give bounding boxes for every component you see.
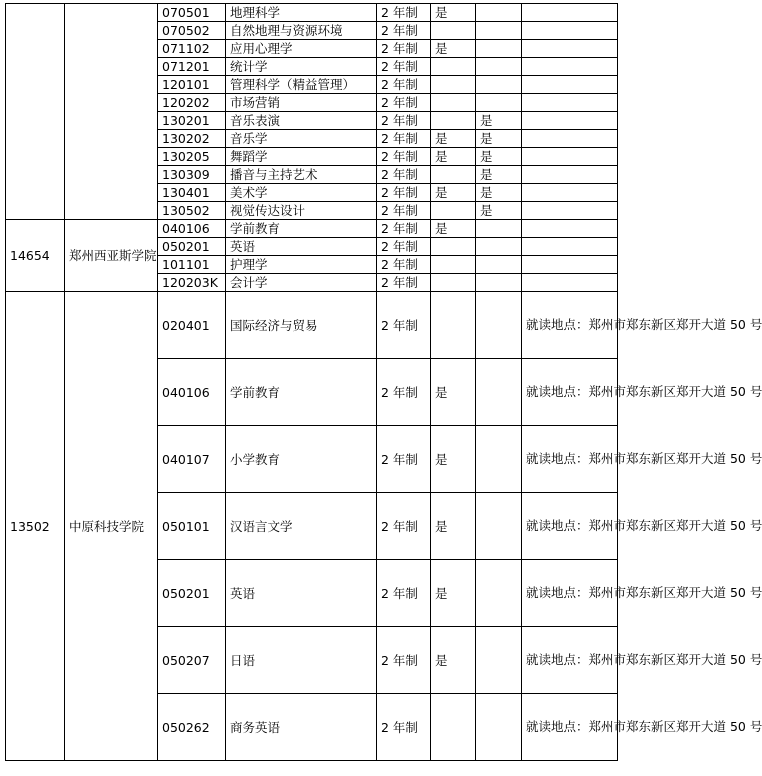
study-length-cell: 2 年制 <box>377 130 431 148</box>
flag-a-cell: 是 <box>431 359 476 426</box>
major-name-cell: 应用心理学 <box>226 40 377 58</box>
major-code-cell: 071201 <box>158 58 226 76</box>
flag-a-cell <box>431 256 476 274</box>
study-length-cell: 2 年制 <box>377 238 431 256</box>
note-cell <box>522 256 618 274</box>
note-cell <box>522 130 618 148</box>
note-cell <box>522 94 618 112</box>
flag-b-cell <box>476 22 522 40</box>
major-table-body <box>6 4 762 761</box>
note-cell <box>522 238 618 256</box>
major-code-cell: 040106 <box>158 359 226 426</box>
note-cell <box>522 22 618 40</box>
study-length-cell: 2 年制 <box>377 76 431 94</box>
study-length-cell: 2 年制 <box>377 94 431 112</box>
study-length-cell: 2 年制 <box>377 426 431 493</box>
major-code-cell: 101101 <box>158 256 226 274</box>
note-cell: 就读地点：郑州市郑东新区郑开大道 50 号 <box>522 359 618 426</box>
major-code-cell: 130401 <box>158 184 226 202</box>
study-length-cell: 2 年制 <box>377 274 431 292</box>
study-length-cell: 2 年制 <box>377 694 431 761</box>
flag-a-cell <box>431 76 476 94</box>
flag-a-cell: 是 <box>431 148 476 166</box>
flag-b-cell <box>476 274 522 292</box>
major-name-cell: 地理科学 <box>226 4 377 22</box>
major-code-cell: 070501 <box>158 4 226 22</box>
major-code-cell: 120101 <box>158 76 226 94</box>
flag-b-cell: 是 <box>476 148 522 166</box>
major-name-cell: 国际经济与贸易 <box>226 292 377 359</box>
school-code-cell: 13502 <box>6 292 65 761</box>
major-name-cell: 市场营销 <box>226 94 377 112</box>
note-cell <box>522 112 618 130</box>
flag-a-cell <box>431 694 476 761</box>
school-code-cell <box>6 4 65 220</box>
flag-a-cell <box>431 166 476 184</box>
flag-a-cell <box>431 58 476 76</box>
flag-a-cell: 是 <box>431 184 476 202</box>
flag-b-cell <box>476 238 522 256</box>
flag-b-cell <box>476 58 522 76</box>
note-cell <box>522 148 618 166</box>
major-name-cell: 视觉传达设计 <box>226 202 377 220</box>
school-name-cell: 中原科技学院 <box>65 292 158 761</box>
major-code-cell: 040106 <box>158 220 226 238</box>
study-length-cell: 2 年制 <box>377 40 431 58</box>
study-length-cell: 2 年制 <box>377 627 431 694</box>
note-cell: 就读地点：郑州市郑东新区郑开大道 50 号 <box>522 694 618 761</box>
study-length-cell: 2 年制 <box>377 493 431 560</box>
note-cell <box>522 40 618 58</box>
major-name-cell: 护理学 <box>226 256 377 274</box>
major-name-cell: 美术学 <box>226 184 377 202</box>
major-name-cell: 播音与主持艺术 <box>226 166 377 184</box>
note-cell <box>522 220 618 238</box>
flag-a-cell <box>431 22 476 40</box>
major-code-cell: 120202 <box>158 94 226 112</box>
major-code-cell: 050262 <box>158 694 226 761</box>
note-cell: 就读地点：郑州市郑东新区郑开大道 50 号 <box>522 493 618 560</box>
major-code-cell: 130201 <box>158 112 226 130</box>
table-row <box>6 4 618 22</box>
flag-b-cell <box>476 94 522 112</box>
study-length-cell: 2 年制 <box>377 359 431 426</box>
major-name-cell: 英语 <box>226 238 377 256</box>
flag-a-cell: 是 <box>431 426 476 493</box>
note-cell <box>522 184 618 202</box>
major-name-cell: 舞蹈学 <box>226 148 377 166</box>
study-length-cell: 2 年制 <box>377 256 431 274</box>
major-table <box>5 3 762 761</box>
major-name-cell: 自然地理与资源环境 <box>226 22 377 40</box>
major-code-cell: 130202 <box>158 130 226 148</box>
major-code-cell: 050207 <box>158 627 226 694</box>
study-length-cell: 2 年制 <box>377 58 431 76</box>
flag-a-cell: 是 <box>431 130 476 148</box>
major-code-cell: 130502 <box>158 202 226 220</box>
flag-b-cell <box>476 426 522 493</box>
flag-a-cell <box>431 112 476 130</box>
major-name-cell: 统计学 <box>226 58 377 76</box>
major-name-cell: 学前教育 <box>226 359 377 426</box>
flag-a-cell: 是 <box>431 40 476 58</box>
flag-a-cell <box>431 94 476 112</box>
major-name-cell: 学前教育 <box>226 220 377 238</box>
flag-b-cell <box>476 292 522 359</box>
note-cell <box>522 58 618 76</box>
major-code-cell: 120203K <box>158 274 226 292</box>
study-length-cell: 2 年制 <box>377 22 431 40</box>
major-name-cell: 管理科学（精益管理） <box>226 76 377 94</box>
flag-a-cell <box>431 274 476 292</box>
major-code-cell: 020401 <box>158 292 226 359</box>
flag-b-cell <box>476 627 522 694</box>
flag-a-cell: 是 <box>431 560 476 627</box>
major-name-cell: 日语 <box>226 627 377 694</box>
study-length-cell: 2 年制 <box>377 112 431 130</box>
study-length-cell: 2 年制 <box>377 202 431 220</box>
flag-a-cell: 是 <box>431 493 476 560</box>
major-name-cell: 会计学 <box>226 274 377 292</box>
major-name-cell: 英语 <box>226 560 377 627</box>
flag-a-cell: 是 <box>431 627 476 694</box>
school-name-cell <box>65 4 158 220</box>
flag-a-cell <box>431 238 476 256</box>
note-cell <box>522 274 618 292</box>
major-code-cell: 070502 <box>158 22 226 40</box>
note-cell <box>522 4 618 22</box>
table-row <box>6 220 618 238</box>
study-length-cell: 2 年制 <box>377 166 431 184</box>
flag-b-cell <box>476 4 522 22</box>
flag-b-cell: 是 <box>476 202 522 220</box>
flag-b-cell: 是 <box>476 112 522 130</box>
flag-b-cell: 是 <box>476 184 522 202</box>
major-code-cell: 050101 <box>158 493 226 560</box>
flag-b-cell <box>476 359 522 426</box>
flag-b-cell <box>476 220 522 238</box>
flag-a-cell: 是 <box>431 220 476 238</box>
school-code-cell: 14654 <box>6 220 65 292</box>
study-length-cell: 2 年制 <box>377 4 431 22</box>
note-cell: 就读地点：郑州市郑东新区郑开大道 50 号 <box>522 627 618 694</box>
major-code-cell: 050201 <box>158 238 226 256</box>
table-row <box>6 292 618 359</box>
major-name-cell: 汉语言文学 <box>226 493 377 560</box>
major-code-cell: 071102 <box>158 40 226 58</box>
major-name-cell: 音乐学 <box>226 130 377 148</box>
major-code-cell: 130309 <box>158 166 226 184</box>
flag-a-cell: 是 <box>431 4 476 22</box>
note-cell: 就读地点：郑州市郑东新区郑开大道 50 号 <box>522 292 618 359</box>
study-length-cell: 2 年制 <box>377 292 431 359</box>
study-length-cell: 2 年制 <box>377 560 431 627</box>
flag-b-cell <box>476 40 522 58</box>
study-length-cell: 2 年制 <box>377 220 431 238</box>
flag-b-cell <box>476 493 522 560</box>
note-cell <box>522 76 618 94</box>
major-code-cell: 050201 <box>158 560 226 627</box>
flag-b-cell <box>476 76 522 94</box>
flag-a-cell <box>431 202 476 220</box>
note-cell: 就读地点：郑州市郑东新区郑开大道 50 号 <box>522 560 618 627</box>
flag-b-cell <box>476 560 522 627</box>
major-code-cell: 040107 <box>158 426 226 493</box>
major-code-cell: 130205 <box>158 148 226 166</box>
note-cell <box>522 166 618 184</box>
major-name-cell: 小学教育 <box>226 426 377 493</box>
flag-b-cell: 是 <box>476 130 522 148</box>
school-name-cell: 郑州西亚斯学院 <box>65 220 158 292</box>
flag-b-cell <box>476 694 522 761</box>
flag-b-cell <box>476 256 522 274</box>
study-length-cell: 2 年制 <box>377 184 431 202</box>
major-name-cell: 音乐表演 <box>226 112 377 130</box>
note-cell: 就读地点：郑州市郑东新区郑开大道 50 号 <box>522 426 618 493</box>
note-cell <box>522 202 618 220</box>
major-name-cell: 商务英语 <box>226 694 377 761</box>
flag-b-cell: 是 <box>476 166 522 184</box>
study-length-cell: 2 年制 <box>377 148 431 166</box>
flag-a-cell <box>431 292 476 359</box>
